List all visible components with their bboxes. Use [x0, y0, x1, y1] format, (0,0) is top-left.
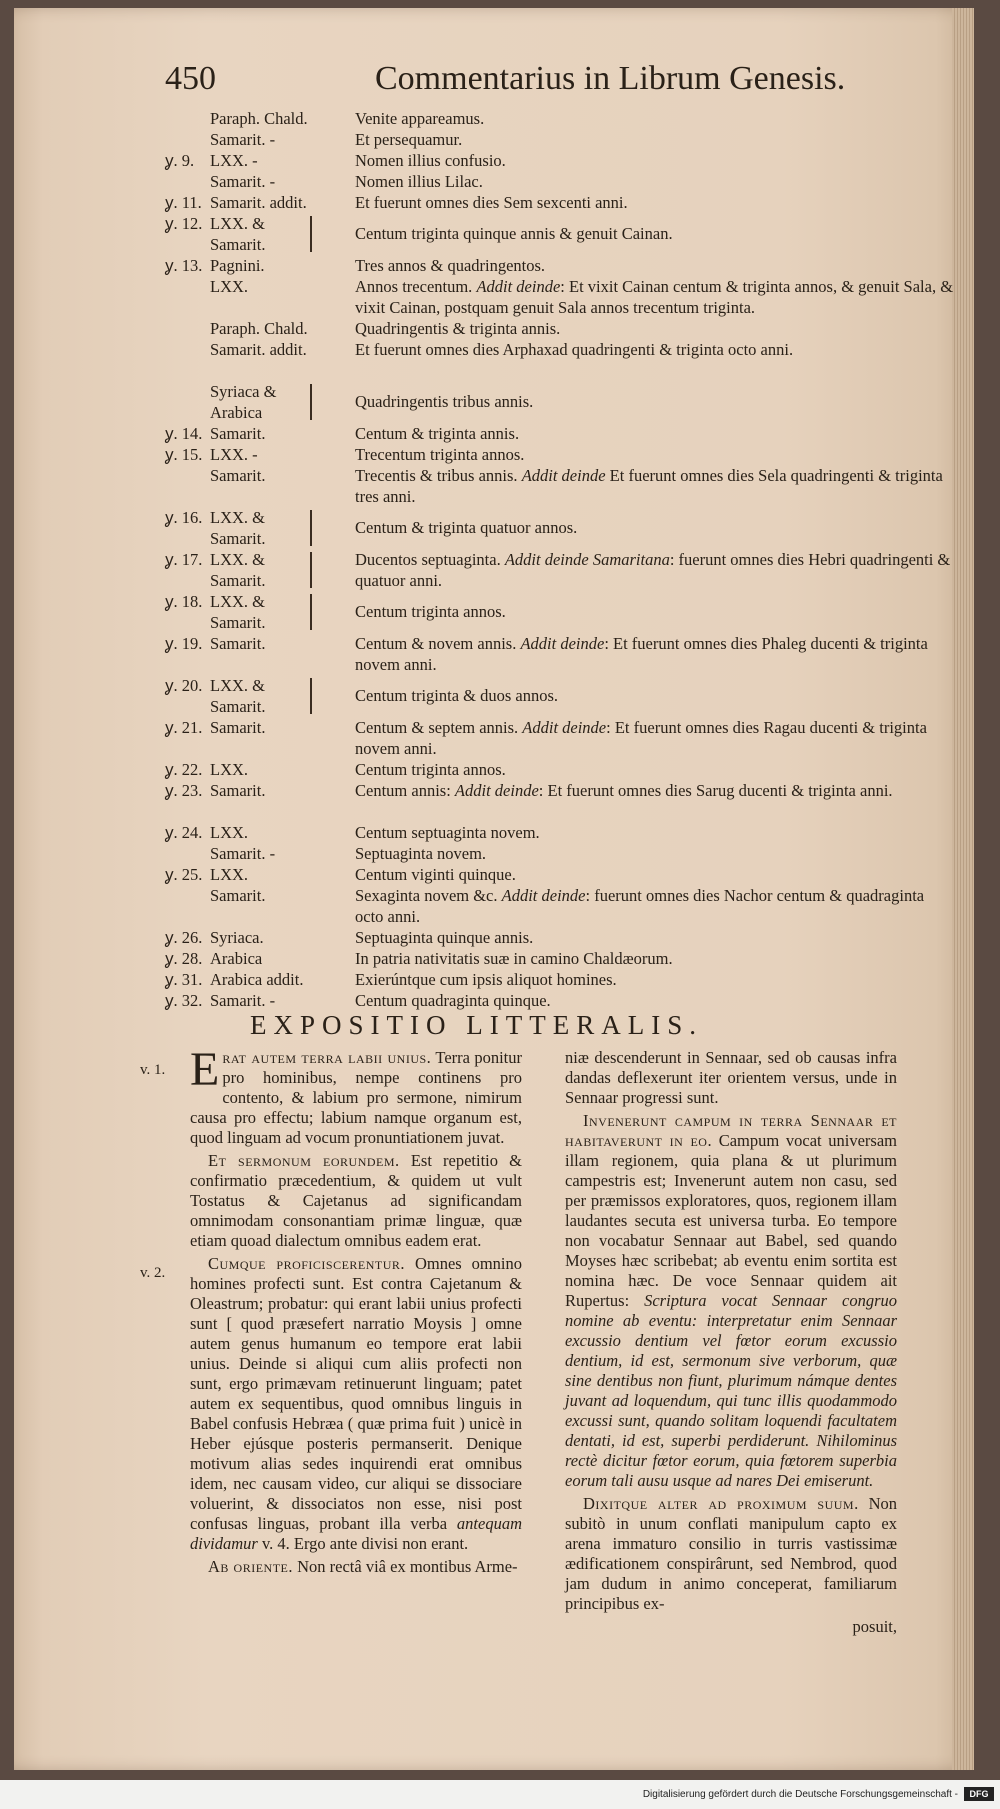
variant-text-part: Ducentos septuaginta. — [355, 550, 505, 569]
page-header — [165, 60, 845, 110]
variant-source: Arabica addit. — [210, 970, 304, 989]
paragraph-text: niæ descenderunt in Sennaar, sed ob causas infra dandas deflexerunt iter orientem versus, unde in Sennaar progressi sunt. — [565, 1048, 897, 1107]
verse-number: ỿ. 23. — [165, 781, 203, 800]
variant-row — [165, 843, 945, 864]
brace-bar — [310, 216, 312, 252]
variant-text-part: Centum annis: — [355, 781, 455, 800]
variant-text — [355, 780, 955, 801]
brace-bar — [310, 384, 312, 420]
left-column — [190, 1043, 523, 1580]
verse-number: ỿ. 16. — [165, 508, 203, 527]
verse-number: ỿ. 15. — [165, 445, 203, 464]
verse-number: ỿ. 25. — [165, 865, 203, 884]
emphasis-text: Addit deinde — [454, 781, 539, 800]
lemma: Cumque proficiscerentur. — [208, 1254, 406, 1273]
verse-number: ỿ. 14. — [165, 424, 203, 443]
variant-text — [355, 276, 955, 318]
variant-row — [165, 969, 945, 990]
variant-row — [165, 591, 945, 633]
brace-bar — [310, 594, 312, 630]
paragraph-text: Terra ponitur pro hominibus, nempe continens pro contento, & labium pro sermone, nimirum causa pro effectu; labium namque organum est, quod linguam ad vocum pronuntiationem juvat. — [190, 1048, 523, 1147]
verse-number: ỿ. 17. — [165, 550, 203, 569]
paragraph — [565, 1494, 897, 1614]
variant-text: Et fuerunt omnes dies Arphaxad quadringenti & triginta octo anni. — [355, 340, 794, 359]
variant-row — [165, 150, 945, 171]
variant-source: Samarit. — [210, 424, 266, 443]
verse-number: ỿ. 18. — [165, 592, 203, 611]
emphasis-text: Addit deinde — [501, 886, 586, 905]
variant-text: Centum viginti quinque. — [355, 865, 516, 884]
variant-source: Samarit. — [210, 634, 266, 653]
variant-text: Venite appareamus. — [355, 109, 485, 128]
digitization-credit: Digitalisierung gefördert durch die Deutsche Forschungsgemeinschaft - — [642, 1789, 958, 1800]
variant-text: In patria nativitatis suæ in camino Chaldæorum. — [355, 949, 673, 968]
paragraph-text: Non rectâ viâ ex montibus Arme- — [293, 1557, 518, 1576]
variant-text-part: Et fuerunt omnes dies Sela quadringenti & triginta tres anni. — [355, 466, 943, 506]
variant-row — [165, 108, 945, 129]
variant-readings-list — [165, 108, 954, 1011]
brace-bar — [310, 678, 312, 714]
variant-text-part: : fuerunt omnes dies Nachor centum & quadraginta octo anni. — [355, 886, 925, 926]
variant-text-part: Centum & septem annis. — [355, 718, 523, 737]
variant-row — [165, 990, 945, 1011]
variant-text — [355, 885, 955, 927]
variant-text: Exierúntque cum ipsis aliquot homines. — [355, 970, 617, 989]
variant-text: Et fuerunt omnes dies Sem sexcenti anni. — [355, 193, 628, 212]
variant-text: Nomen illius Lilac. — [355, 172, 483, 191]
variant-text: Quadringentis & triginta annis. — [355, 319, 561, 338]
variant-row — [165, 633, 945, 675]
variant-text-part: Centum & novem annis. — [355, 634, 521, 653]
margin-note-v1: v. 1. — [140, 1062, 166, 1078]
variant-text: Centum triginta annos. — [355, 760, 506, 779]
emphasis-text: Addit deinde — [476, 277, 561, 296]
variant-text-part: : Et vixit Cainan centum & triginta annos, & genuit Sala, & vixit Cainan, postquam genuit Sala annos trecentum triginta. — [355, 277, 954, 317]
variant-text-part: Annos trecentum. — [355, 277, 477, 296]
paragraph — [565, 1111, 897, 1491]
verse-number: ỿ. 24. — [165, 823, 203, 842]
paragraph — [190, 1043, 523, 1148]
variant-source: Samarit. — [210, 718, 266, 737]
variant-source: LXX. & Samarit. — [210, 508, 266, 548]
paragraph — [565, 1048, 897, 1108]
paragraph — [190, 1557, 522, 1577]
brace-bar — [310, 552, 312, 588]
variant-text — [355, 633, 955, 675]
drop-cap: E — [190, 1043, 220, 1096]
variant-text: Septuaginta novem. — [355, 844, 487, 863]
page-number: 450 — [165, 60, 216, 97]
variant-source: Samarit. — [210, 781, 266, 800]
verse-number: ỿ. 32. — [165, 991, 203, 1010]
verse-number: ỿ. 28. — [165, 949, 203, 968]
variant-row — [165, 318, 945, 339]
variant-source: Pagnini. — [210, 256, 265, 275]
verse-number: ỿ. 21. — [165, 718, 203, 737]
paragraph-text: Omnes omnino homines profecti sunt. Est contra Cajetanum & Oleastrum; probatur: qui erant labii unius profecti sunt [ quod præsefert narratio Moysis ] omne autem genus humanum eo tempore erat labii unius. Deinde si aliqui cum aliis profecti non sunt, ergo primævam retinuerunt linguam; patet autem ex sequentibus, quod omnibus linguis in Babel confusis Hebræa ( quæ prima fuit ) unicè in Heber ejúsque posteris permanserit. Denique motivum alias sedes inquirendi erat omnibus idem, nec causam video, cur aliqui se dissociare voluerint, & dissociatos non esse, nisi post confusas linguas, probant illa verba — [190, 1254, 522, 1533]
paragraph-text: Non subitò in unum conflati manipulum capto ex arena immaturo consilio in turris vastissimæ ædificationem conspirârunt, sed Nembrod, quod jam dudum in animo conceperat, familiarum principibus ex- — [565, 1494, 897, 1613]
dfg-logo: DFG — [964, 1787, 994, 1801]
variant-text: Centum & triginta quatuor annos. — [355, 518, 578, 537]
emphasis-text: Addit deinde — [521, 466, 606, 485]
lemma: rat autem terra labii unius. — [222, 1048, 432, 1067]
section-title: EXPOSITIO LITTERALIS. — [250, 1010, 703, 1040]
variant-text-part: : Et fuerunt omnes dies Ragau ducenti & triginta novem anni. — [355, 718, 927, 758]
variant-source: LXX. — [210, 277, 249, 296]
variant-source: Samarit. - — [210, 844, 276, 863]
quotation-text: Scriptura vocat Sennaar congruo nomine ab eventu: interpretatur enim Sennaar excussio dentium vel fœtor eorum excussio dentium, id est, sermonum sive verborum, quæ sine dentibus non fiunt, plurimum námque dentes juvant ad loquendum, qui tunc illis quodammodo excussi sunt, quando solitam loquendi facultatem dentati, id est, superbi perdiderunt. Nihilominus rectè dicitur fœtor eorum, quia fœtorem superbia eorum tali ausu usque ad nares Dei emiserunt. — [565, 1291, 897, 1490]
verse-number: ỿ. 9. — [165, 151, 195, 170]
variant-row — [165, 885, 945, 927]
variant-text-part: Trecentis & tribus annis. — [355, 466, 522, 485]
variant-row — [165, 507, 945, 549]
variant-row — [165, 927, 945, 948]
catchword: posuit, — [852, 1617, 897, 1636]
variant-row — [165, 675, 945, 717]
verse-number: ỿ. 22. — [165, 760, 203, 779]
variant-text — [355, 465, 955, 507]
variant-source: Syriaca. — [210, 928, 264, 947]
lemma: Et sermonum eorundem. — [208, 1151, 400, 1170]
verse-number: ỿ. 26. — [165, 928, 203, 947]
variant-row — [165, 948, 945, 969]
variant-text: Centum triginta quinque annis & genuit Cainan. — [355, 224, 673, 243]
variant-source: Arabica — [210, 949, 263, 968]
variant-row — [165, 192, 945, 213]
paragraph — [190, 1254, 522, 1554]
variant-source: Paraph. Chald. — [210, 109, 308, 128]
page-edge — [952, 8, 974, 1770]
variant-text: Quadringentis tribus annis. — [355, 392, 534, 411]
variant-source: LXX. & Samarit. — [210, 550, 266, 590]
variant-row — [165, 465, 945, 507]
verse-number: ỿ. 11. — [165, 193, 202, 212]
variant-text-part: : Et fuerunt omnes dies Phaleg ducenti & triginta novem anni. — [355, 634, 928, 674]
variant-source: LXX. & Samarit. — [210, 676, 266, 716]
right-column — [565, 1048, 897, 1640]
variant-source: Samarit. - — [210, 991, 276, 1010]
variant-text — [355, 717, 955, 759]
variant-row — [165, 171, 945, 192]
variant-row — [165, 822, 945, 843]
variant-text — [355, 549, 955, 591]
variant-text: Tres annos & quadringentos. — [355, 256, 546, 275]
variant-source: Samarit. — [210, 466, 266, 485]
variant-source: Samarit. addit. — [210, 193, 307, 212]
variant-text: Nomen illius confusio. — [355, 151, 506, 170]
variant-row — [165, 549, 951, 591]
variant-source: LXX. - — [210, 151, 258, 170]
verse-number: ỿ. 12. — [165, 214, 203, 233]
variant-row — [165, 423, 945, 444]
paragraph — [190, 1151, 522, 1251]
variant-row — [165, 780, 945, 822]
variant-text: Centum quadraginta quinque. — [355, 991, 551, 1010]
emphasis-text: Addit deinde — [522, 718, 607, 737]
variant-text-part: : fuerunt omnes dies Hebri quadringenti & quatuor anni. — [355, 550, 951, 590]
variant-source: LXX. - — [210, 445, 258, 464]
variant-row — [165, 213, 945, 255]
variant-source: Samarit. - — [210, 172, 276, 191]
variant-row — [165, 864, 945, 885]
variant-source: LXX. — [210, 823, 249, 842]
variant-source: LXX. & Samarit. — [210, 214, 266, 254]
variant-source: Samarit. — [210, 886, 266, 905]
variant-source: LXX. — [210, 760, 249, 779]
margin-note-v2: v. 2. — [140, 1265, 166, 1281]
variant-text: Centum triginta & duos annos. — [355, 686, 559, 705]
verse-number: ỿ. 13. — [165, 256, 203, 275]
variant-text: Centum & triginta annis. — [355, 424, 520, 443]
variant-row — [165, 444, 945, 465]
variant-row — [165, 255, 945, 276]
variant-row — [165, 717, 945, 759]
variant-text: Et persequamur. — [355, 130, 463, 149]
variant-source: Samarit. addit. — [210, 340, 307, 359]
lemma: Ab oriente. — [208, 1557, 293, 1576]
paragraph-text: v. 4. Ergo ante divisi non erant. — [257, 1534, 469, 1553]
variant-text: Trecentum triginta annos. — [355, 445, 525, 464]
variant-source: Syriaca & Arabica — [210, 382, 277, 422]
verse-number: ỿ. 19. — [165, 634, 203, 653]
variant-source: Paraph. Chald. — [210, 319, 308, 338]
emphasis-text: antequam dividamur — [190, 1514, 522, 1553]
variant-text-part: : Et fuerunt omnes dies Sarug ducenti & triginta anni. — [538, 781, 893, 800]
variant-source: LXX. — [210, 865, 249, 884]
variant-text: Septuaginta quinque annis. — [355, 928, 534, 947]
verse-number: ỿ. 20. — [165, 676, 203, 695]
running-title: Commentarius in Librum Genesis. — [375, 60, 846, 97]
emphasis-text: Addit deinde — [520, 634, 605, 653]
brace-bar — [310, 510, 312, 546]
variant-row — [165, 381, 945, 423]
lemma: Invenerunt campum in terra Sennaar et habitaverunt in eo. — [565, 1111, 897, 1150]
variant-row — [165, 759, 945, 780]
variant-row — [165, 339, 945, 381]
variant-row — [165, 129, 945, 150]
verse-number: ỿ. 31. — [165, 970, 203, 989]
emphasis-text: Addit deinde Samaritana — [504, 550, 670, 569]
footer-bar — [0, 1780, 1000, 1809]
variant-text-part: Sexaginta novem &c. — [355, 886, 502, 905]
lemma: Dixitque alter ad proximum suum. — [583, 1494, 859, 1513]
variant-row — [165, 276, 954, 318]
variant-text: Centum triginta annos. — [355, 602, 506, 621]
variant-text: Centum septuaginta novem. — [355, 823, 540, 842]
paragraph-text: Campum vocat universam illam regionem, quia plana & ut plurimum campestris est; Invenerunt autem non casu, sed per præmissos exploratores, quos, regionem illam laudantes secuta est universa turba. Eo tempore non vocabatur Sennaar aut Babel, sed quando Moyses hæc scribebat; ab eventu enim sortita est nomina hæc. De voce Sennaar quidem ait Rupertus: — [565, 1131, 897, 1310]
variant-source: Samarit. - — [210, 130, 276, 149]
variant-source: LXX. & Samarit. — [210, 592, 266, 632]
paragraph-text: Est repetitio & confirmatio præcedentium, & quidem ut vult Tostatus & Cajetanus ad significandam omnimodam consonantiam primæ linguæ, quæ etiam quoad dialectum omnibus eadem erat. — [190, 1151, 522, 1250]
